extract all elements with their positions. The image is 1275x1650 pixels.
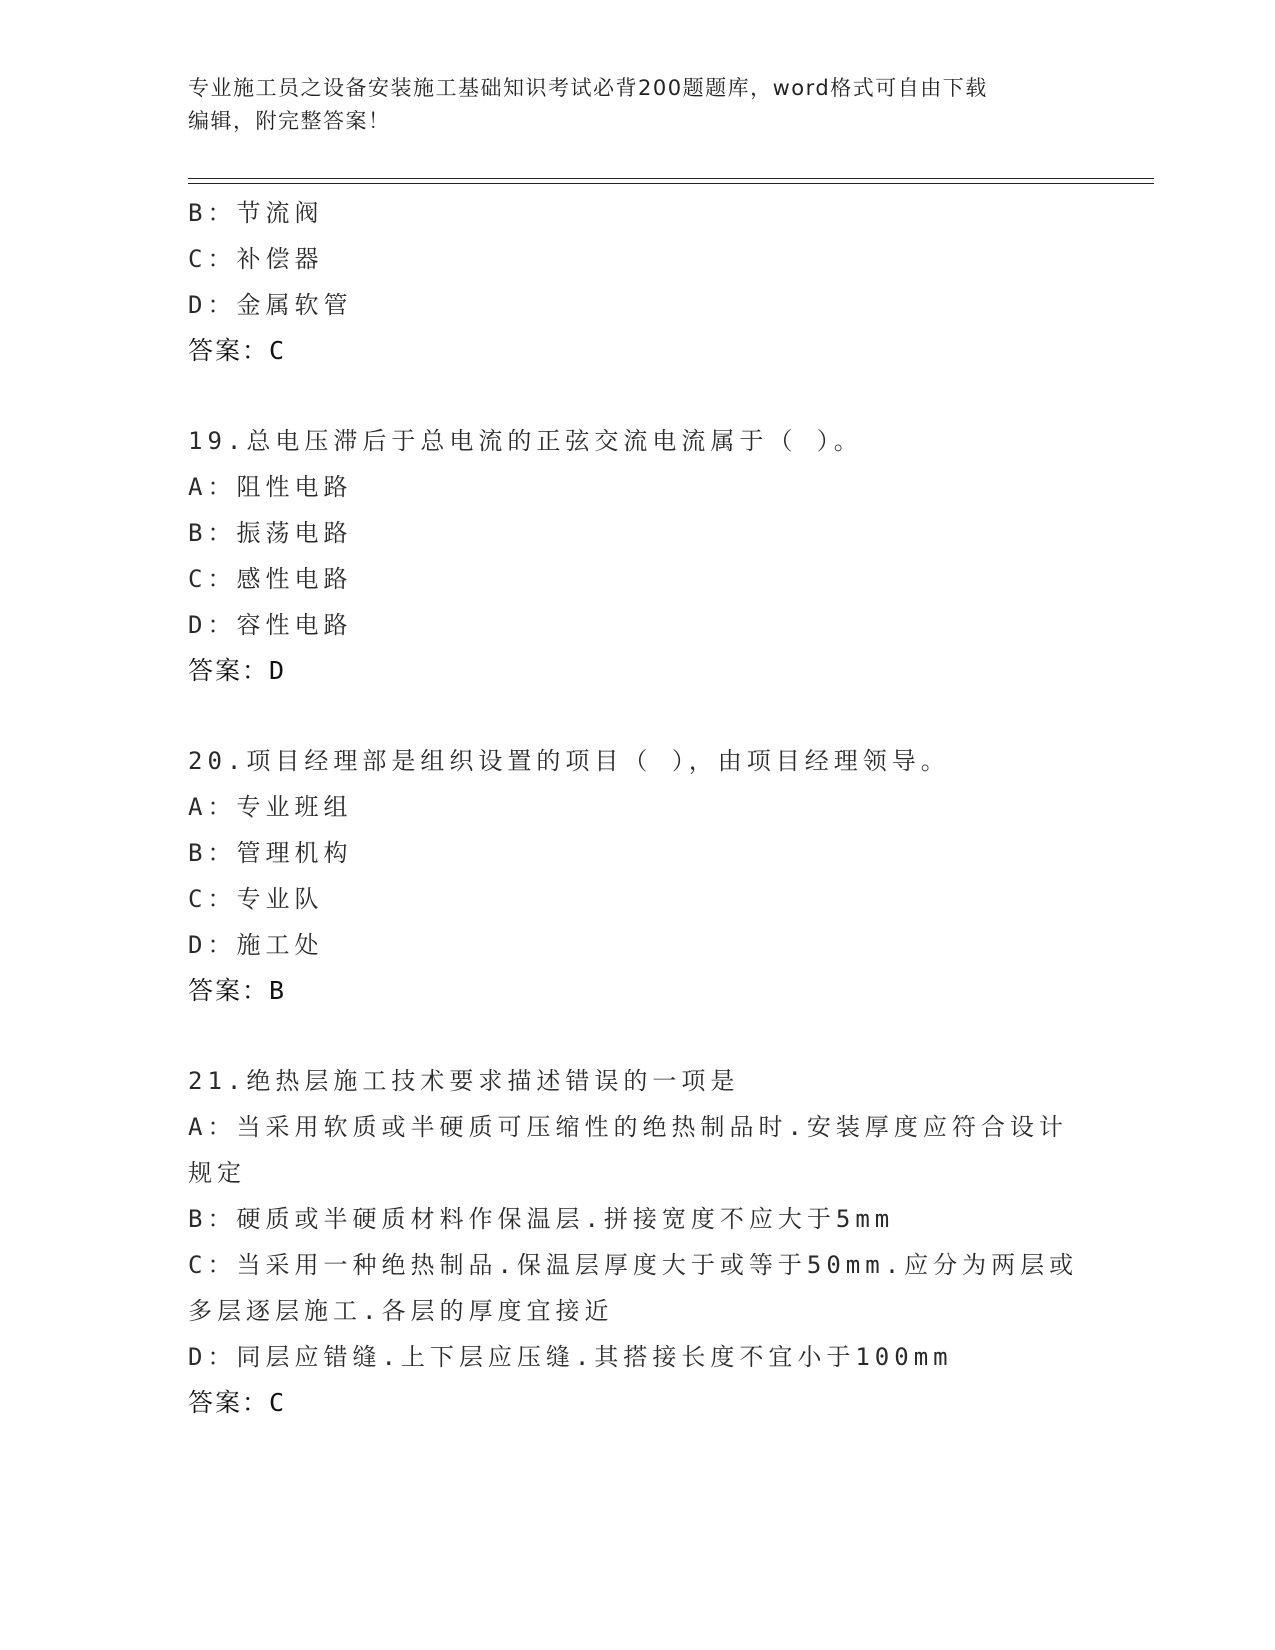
spacer — [188, 694, 1088, 738]
answer-value: D — [269, 656, 287, 685]
header-divider-top — [188, 178, 1154, 179]
option-c: C：当采用一种绝热制品.保温层厚度大于或等于50mm.应分为两层或多层逐层施工.各层的厚度宜接近 — [188, 1251, 1079, 1325]
question-21 — [188, 1058, 1088, 1426]
option-d: D：容性电路 — [188, 611, 353, 639]
answer-line — [188, 968, 1088, 1014]
document-body — [188, 190, 1088, 1426]
spacer — [188, 1014, 1088, 1058]
document-header — [188, 72, 1068, 138]
header-divider-bottom — [188, 183, 1154, 184]
option-a: A：当采用软质或半硬质可压缩性的绝热制品时.安装厚度应符合设计规定 — [188, 1113, 1068, 1187]
question-stem: 20.项目经理部是组织设置的项目（ ），由项目经理领导。 — [188, 747, 950, 775]
answer-label: 答案： — [188, 976, 270, 1005]
header-title-line-2: 编辑，附完整答案！ — [188, 109, 391, 133]
answer-line — [188, 328, 1088, 374]
question-20 — [188, 738, 1088, 1014]
answer-value: C — [269, 336, 287, 365]
option-c: C：感性电路 — [188, 565, 353, 593]
option-d: D：同层应错缝.上下层应压缝.其搭接长度不宜小于100mm — [188, 1343, 953, 1371]
option-c: C：专业队 — [188, 885, 324, 913]
option-b: B：管理机构 — [188, 839, 353, 867]
answer-label: 答案： — [188, 336, 270, 365]
option-d: D：施工处 — [188, 931, 324, 959]
answer-value: B — [269, 976, 287, 1005]
answer-label: 答案： — [188, 656, 270, 685]
option-d: D：金属软管 — [188, 291, 353, 319]
question-stem: 21.绝热层施工技术要求描述错误的一项是 — [188, 1067, 740, 1095]
answer-label: 答案： — [188, 1388, 270, 1417]
option-c: C：补偿器 — [188, 245, 324, 273]
option-b: B：硬质或半硬质材料作保温层.拼接宽度不应大于5mm — [188, 1205, 895, 1233]
question-stem: 19.总电压滞后于总电流的正弦交流电流属于（ ）。 — [188, 427, 863, 455]
option-b: B：节流阀 — [188, 199, 324, 227]
answer-line — [188, 648, 1088, 694]
answer-value: C — [269, 1388, 287, 1417]
option-b: B：振荡电路 — [188, 519, 353, 547]
option-a: A：阻性电路 — [188, 473, 353, 501]
answer-line — [188, 1380, 1088, 1426]
question-19 — [188, 418, 1088, 694]
question-18-continued — [188, 190, 1088, 374]
option-a: A：专业班组 — [188, 793, 353, 821]
header-title-line-1: 专业施工员之设备安装施工基础知识考试必背200题题库，word格式可自由下载 — [188, 76, 988, 100]
spacer — [188, 374, 1088, 418]
